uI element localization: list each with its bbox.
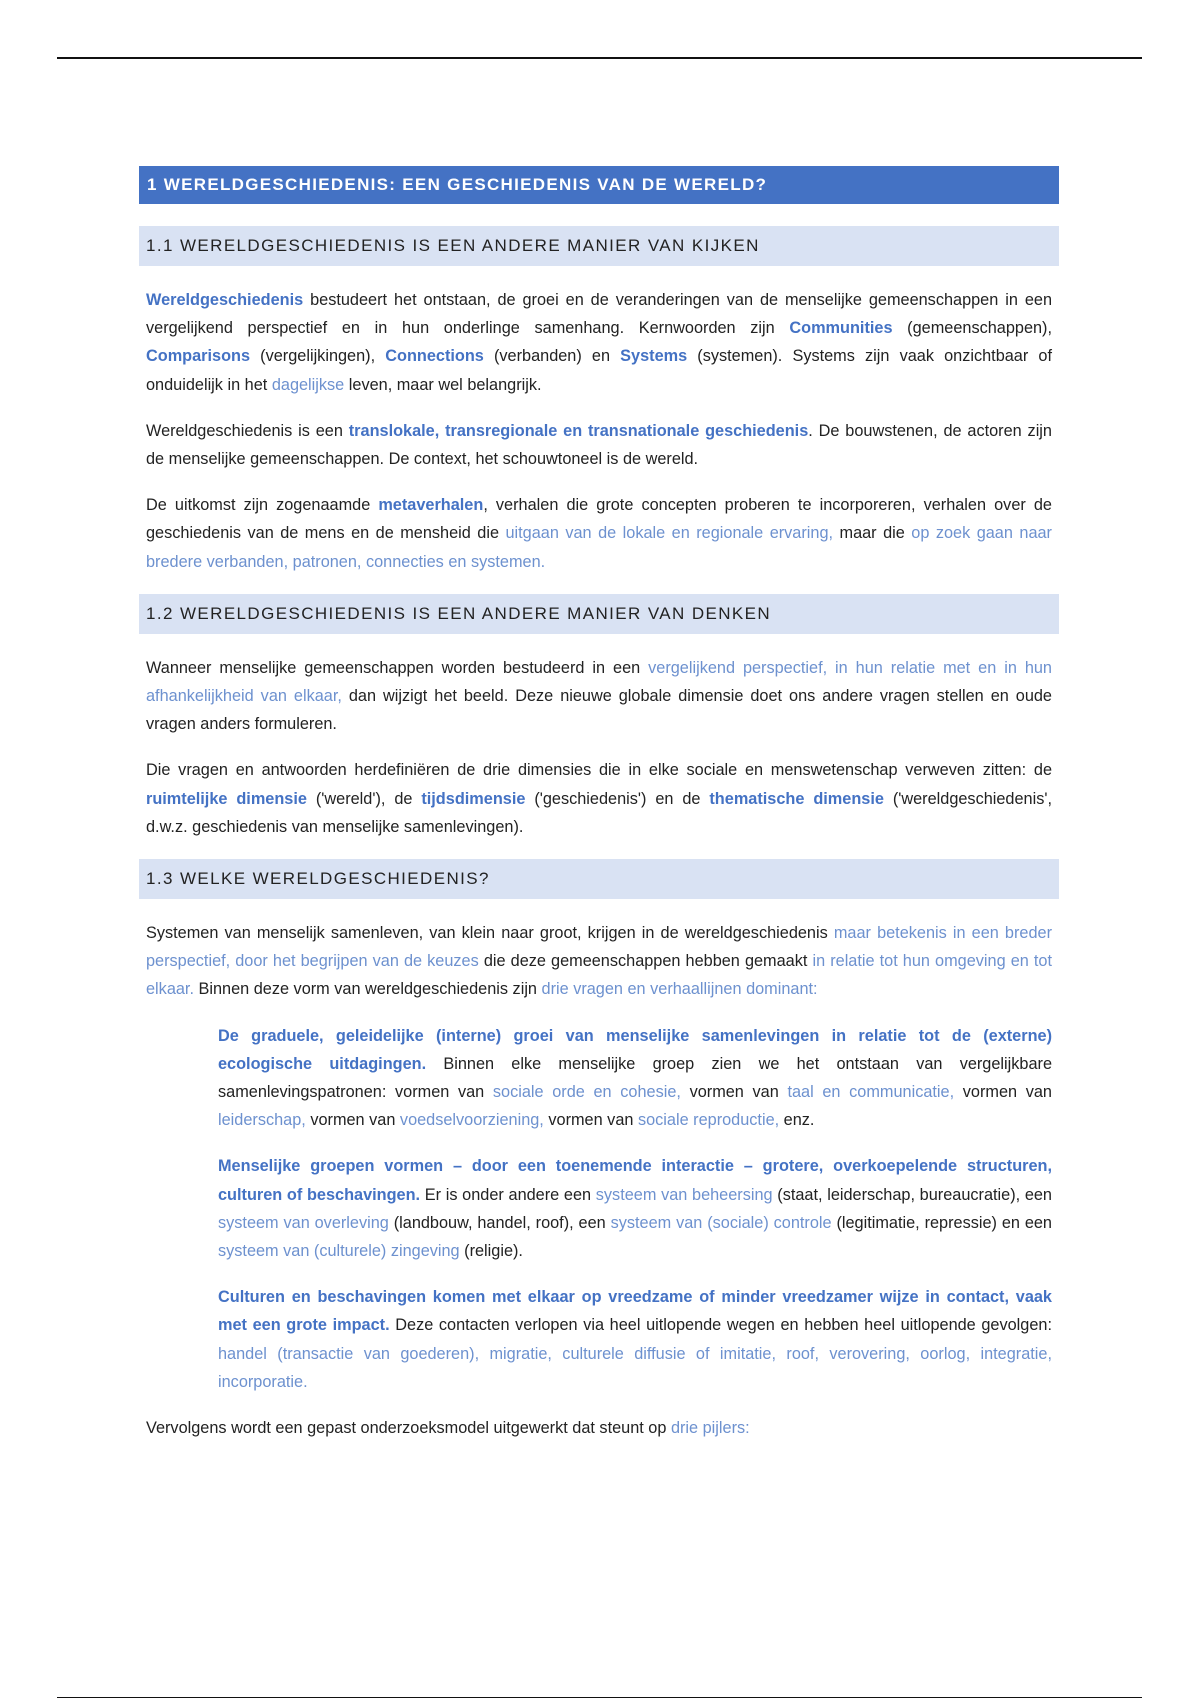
term-wereldgeschiedenis: Wereldgeschiedenis: [146, 291, 304, 309]
term-thematische-dimensie: thematische dimensie: [709, 789, 884, 808]
text: (legitimatie, repressie) en een: [831, 1213, 1052, 1232]
highlight-breder-perspectief: maar betekenis in een breder perspectief, door het begrijpen van de keuzes: [146, 924, 1052, 971]
highlight-relatie-omgeving: in relatie tot hun omgeving en tot elkaar.: [146, 952, 1052, 999]
highlight-beheersing: systeem van beheersing: [595, 1185, 773, 1204]
term-graduele-groei: De graduele, geleidelijke (interne) groei van menselijke samenlevingen in relatie tot de (externe) ecologische uitdagingen.: [218, 1026, 1052, 1073]
text: Vervolgens wordt een gepast onderzoeksmodel uitgewerkt dat steunt op: [146, 1419, 671, 1438]
text: bestudeert het ontstaan, de groei en de veranderingen van de menselijke gemeenschappen in een vergelijkend perspectief en in hun onderlinge samenhang. Kernwoorden zijn: [146, 291, 1052, 338]
highlight-voedselvoorziening: voedselvoorziening,: [399, 1111, 544, 1130]
highlight-bredere-verbanden: op zoek gaan naar bredere verbanden, patronen, connecties en systemen.: [146, 524, 1052, 571]
highlight-overleving: systeem van overleving: [218, 1213, 389, 1232]
text: , verhalen die grote concepten proberen te incorporeren, verhalen over de geschiedenis van de mens en de mensheid die: [146, 496, 1052, 543]
text: ('geschiedenis') en de: [525, 789, 710, 808]
paragraph-1-2-b: [146, 756, 1052, 841]
text: vormen van: [680, 1083, 788, 1102]
section-heading-1-2: 1.2 WERELDGESCHIEDENIS IS EEN ANDERE MANIER VAN DENKEN: [139, 594, 1059, 634]
text: vormen van: [954, 1083, 1052, 1102]
text: (gemeenschappen),: [892, 319, 1052, 338]
header-rule: [57, 57, 1142, 59]
highlight-handel: handel (transactie van goederen), migratie, culturele diffusie of imitatie, roof, verovering, oorlog, integratie, incorporatie.: [218, 1344, 1052, 1391]
chapter-heading: 1 WERELDGESCHIEDENIS: EEN GESCHIEDENIS VAN DE WERELD?: [139, 166, 1059, 204]
highlight-sociale-orde: sociale orde en cohesie,: [492, 1083, 681, 1102]
text: dan wijzigt het beeld. Deze nieuwe globale dimensie doet ons andere vragen stellen en oude vragen anders formuleren.: [146, 687, 1052, 734]
highlight-leiderschap: leiderschap,: [218, 1111, 306, 1130]
paragraph-1-2-a: [146, 654, 1052, 739]
text: Systemen van menselijk samenleven, van klein naar groot, krijgen in de wereldgeschiedenis: [146, 924, 834, 943]
highlight-zingeving: systeem van (culturele) zingeving: [218, 1242, 460, 1261]
text: (vergelijkingen),: [250, 347, 386, 366]
highlight-drie-pijlers: drie pijlers:: [670, 1419, 750, 1438]
term-culturen-beschavingen: Culturen en beschavingen komen met elkaar op vreedzame of minder vreedzamer wijze in contact, vaak met een grote impact.: [218, 1288, 1052, 1335]
text: ('wereld'), de: [306, 789, 422, 808]
text: enz.: [779, 1111, 815, 1130]
paragraph-1-1-c: [146, 491, 1052, 576]
term-menselijke-groepen: Menselijke groepen vormen – door een toenemende interactie – grotere, overkoepelende structuren, culturen of beschavingen.: [218, 1157, 1052, 1204]
term-communities: Communities: [789, 319, 893, 338]
paragraph-1-3-b: [146, 1414, 1052, 1442]
highlight-drie-vragen: drie vragen en verhaallijnen dominant:: [541, 980, 818, 999]
term-metaverhalen: metaverhalen: [378, 496, 484, 515]
term-comparisons: Comparisons: [146, 347, 251, 366]
term-tijdsdimensie: tijdsdimensie: [421, 789, 526, 808]
paragraph-1-1-a: [146, 286, 1052, 399]
text: Wanneer menselijke gemeenschappen worden bestudeerd in een: [146, 658, 649, 677]
term-systems: Systems: [620, 347, 688, 366]
term-connections: Connections: [385, 347, 484, 366]
text: vormen van: [543, 1111, 638, 1130]
footer-rule: [57, 1697, 1142, 1698]
text: Er is onder andere een: [420, 1185, 596, 1204]
text: Binnen deze vorm van wereldgeschiedenis zijn: [193, 980, 542, 999]
paragraph-1-1-b: [146, 417, 1052, 473]
text: Wereldgeschiedenis is een: [146, 421, 349, 440]
list-item-3: [218, 1283, 1052, 1396]
highlight-controle: systeem van (sociale) controle: [610, 1213, 832, 1232]
text: De uitkomst zijn zogenaamde: [146, 496, 379, 515]
highlight-lokale-ervaring: uitgaan van de lokale en regionale ervaring,: [505, 524, 834, 543]
highlight-dagelijkse: dagelijkse: [271, 375, 345, 394]
highlight-vergelijkend-perspectief: vergelijkend perspectief, in hun relatie met en in hun afhankelijkheid van elkaar,: [146, 658, 1052, 706]
document-body: [139, 166, 1059, 1460]
text: (landbouw, handel, roof), een: [388, 1213, 611, 1232]
text: die deze gemeenschappen hebben gemaakt: [478, 952, 813, 971]
text: (systemen). Systems zijn vaak onzichtbaar of onduidelijk in het: [146, 347, 1052, 394]
text: leven, maar wel belangrijk.: [344, 375, 542, 394]
text: . De bouwstenen, de actoren zijn de menselijke gemeenschappen. De context, het schouwtoneel is de wereld.: [146, 421, 1052, 469]
section-heading-1-3: 1.3 WELKE WERELDGESCHIEDENIS?: [139, 859, 1059, 899]
text: vormen van: [305, 1111, 400, 1130]
term-ruimtelijke-dimensie: ruimtelijke dimensie: [146, 789, 307, 808]
paragraph-1-3-a: [146, 919, 1052, 1004]
list-item-2: [218, 1152, 1052, 1265]
text: Binnen elke menselijke groep zien we het ontstaan van vergelijkbare samenlevingspatronen: vormen van: [218, 1054, 1052, 1102]
text: (religie).: [459, 1242, 523, 1261]
highlight-sociale-reproductie: sociale reproductie,: [637, 1111, 780, 1130]
section-heading-1-1: 1.1 WERELDGESCHIEDENIS IS EEN ANDERE MANIER VAN KIJKEN: [139, 226, 1059, 266]
text: ('wereldgeschiedenis', d.w.z. geschiedenis van menselijke samenlevingen).: [146, 789, 1052, 836]
list-item-1: [218, 1022, 1052, 1135]
text: maar die: [833, 524, 912, 543]
text: (staat, leiderschap, bureaucratie), een: [772, 1185, 1052, 1204]
highlight-taal: taal en communicatie,: [787, 1083, 955, 1102]
text: Die vragen en antwoorden herdefiniëren de drie dimensies die in elke sociale en menswetenschap verweven zitten: de: [146, 761, 1052, 780]
text: (verbanden) en: [483, 347, 621, 366]
term-translokale: translokale, transregionale en transnationale geschiedenis: [348, 421, 809, 440]
text: Deze contacten verlopen via heel uitlopende wegen en hebben heel uitlopende gevolgen:: [389, 1316, 1052, 1335]
